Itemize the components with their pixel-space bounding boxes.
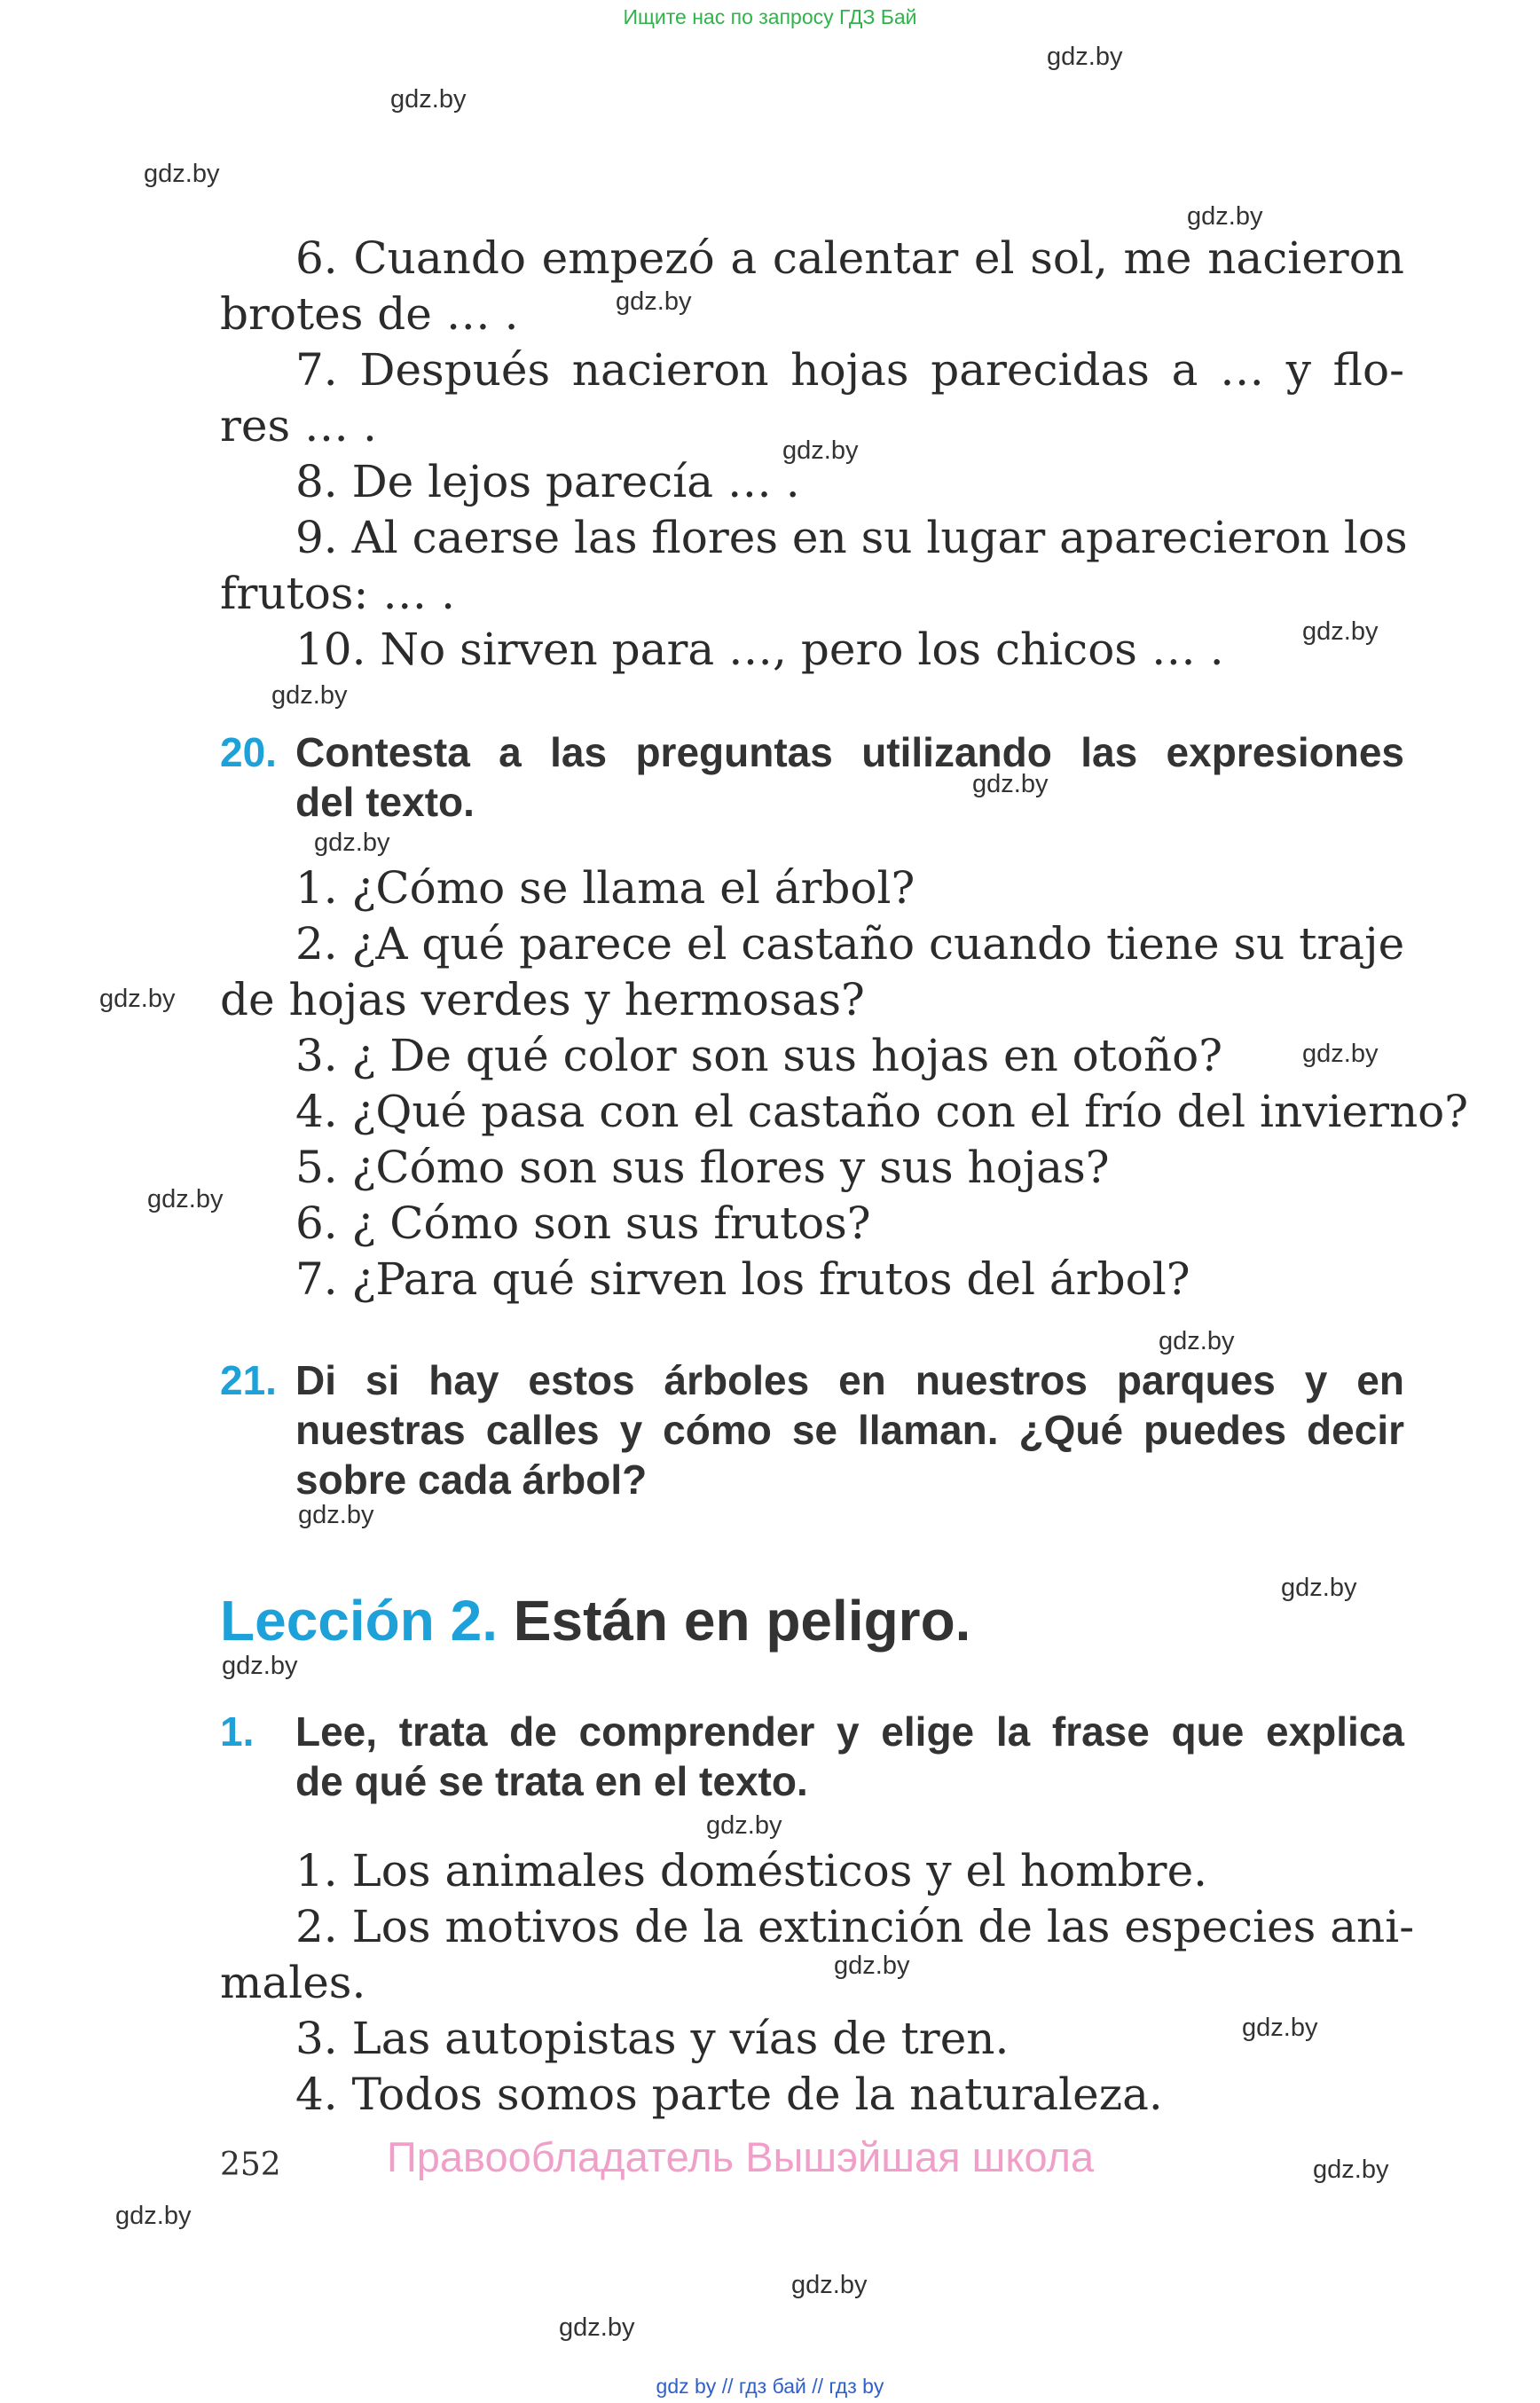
task-21-number: 21. bbox=[220, 1357, 277, 1403]
watermark: gdz.by bbox=[1187, 202, 1263, 231]
option-1: 1. Los animales domésticos y el hombre. bbox=[295, 1845, 1208, 1896]
task-21-line-2: nuestras calles y cómo se llaman. ¿Qué puedes decir bbox=[295, 1407, 1404, 1453]
task-1-line-1: Lee, trata de comprender y elige la frase que explica bbox=[295, 1708, 1404, 1755]
watermark: gdz.by bbox=[1313, 2156, 1389, 2184]
watermark: gdz.by bbox=[706, 1811, 782, 1840]
item-6-line-2: brotes de … . bbox=[220, 288, 519, 340]
watermark: gdz.by bbox=[314, 828, 390, 857]
copyright-notice: Правообладатель Вышэйшая школа bbox=[387, 2133, 1095, 2180]
item-10: 10. No sirven para …, pero los chicos … . bbox=[295, 624, 1224, 675]
watermark: gdz.by bbox=[99, 985, 176, 1013]
item-9-line-1: 9. Al caerse las flores en su lugar aparecieron los bbox=[295, 512, 1408, 563]
watermark: gdz.by bbox=[1159, 1327, 1235, 1355]
task-20-heading-line-1: Contesta a las preguntas utilizando las expresiones bbox=[295, 729, 1404, 775]
task-21-line-1: Di si hay estos árboles en nuestros parques y en bbox=[295, 1357, 1404, 1403]
item-8: 8. De lejos parecía … . bbox=[295, 456, 800, 507]
watermark: gdz.by bbox=[1281, 1574, 1357, 1602]
question-2-line-1: 2. ¿A qué parece el castaño cuando tiene su traje bbox=[295, 918, 1405, 970]
watermark: gdz.by bbox=[972, 770, 1049, 798]
watermark: gdz.by bbox=[834, 1951, 910, 1980]
question-1: 1. ¿Cómo se llama el árbol? bbox=[295, 862, 915, 914]
watermark: gdz.by bbox=[1302, 617, 1379, 646]
item-9-line-2: frutos: … . bbox=[220, 568, 455, 619]
watermark: gdz.by bbox=[1047, 43, 1123, 71]
bottom-links[interactable]: gdz by // гдз бай // гдз by bbox=[656, 2375, 884, 2398]
task-20-heading-line-2: del texto. bbox=[295, 779, 475, 825]
watermark: gdz.by bbox=[1302, 1040, 1379, 1068]
watermark: gdz.by bbox=[559, 2313, 635, 2342]
item-7-line-1: 7. Después nacieron hojas parecidas a … y flo- bbox=[295, 344, 1404, 396]
option-4: 4. Todos somos parte de la naturaleza. bbox=[295, 2069, 1163, 2120]
task-20-number: 20. bbox=[220, 729, 277, 775]
lesson-heading bbox=[220, 1588, 970, 1653]
question-5: 5. ¿Cómo son sus flores y sus hojas? bbox=[295, 1142, 1110, 1193]
watermark: gdz.by bbox=[782, 436, 859, 465]
watermark: gdz.by bbox=[1242, 2014, 1318, 2042]
question-4: 4. ¿Qué pasa con el castaño con el frío del invierno? bbox=[295, 1086, 1469, 1137]
lesson-title: Están en peligro. bbox=[513, 1589, 971, 1653]
option-3: 3. Las autopistas y vías de tren. bbox=[295, 2013, 1010, 2064]
watermark: gdz.by bbox=[222, 1652, 298, 1680]
watermark: gdz.by bbox=[144, 160, 220, 188]
task-21-line-3: sobre cada árbol? bbox=[295, 1457, 648, 1503]
watermark: gdz.by bbox=[147, 1185, 224, 1213]
watermark: gdz.by bbox=[390, 85, 467, 114]
top-banner: Ищите нас по запросу ГДЗ Бай bbox=[623, 5, 917, 28]
option-2-line-1: 2. Los motivos de la extinción de las especies ani- bbox=[295, 1901, 1415, 1952]
task-1-line-2: de qué se trata en el texto. bbox=[295, 1758, 808, 1804]
item-7-line-2: res … . bbox=[220, 400, 377, 452]
watermark: gdz.by bbox=[271, 681, 348, 710]
question-6: 6. ¿ Cómo son sus frutos? bbox=[295, 1198, 871, 1249]
question-7: 7. ¿Para qué sirven los frutos del árbol? bbox=[295, 1253, 1190, 1305]
watermark: gdz.by bbox=[791, 2271, 868, 2299]
page-number: 252 bbox=[220, 2147, 281, 2183]
option-2-line-2: males. bbox=[220, 1957, 366, 2008]
question-3: 3. ¿ De qué color son sus hojas en otoño? bbox=[295, 1030, 1223, 1081]
item-6-line-1: 6. Cuando empezó a calentar el sol, me nacieron bbox=[295, 232, 1404, 284]
watermark: gdz.by bbox=[115, 2202, 192, 2230]
watermark: gdz.by bbox=[298, 1501, 374, 1529]
task-1-number: 1. bbox=[220, 1708, 255, 1755]
watermark: gdz.by bbox=[616, 287, 692, 316]
lesson-number: Lección 2. bbox=[220, 1589, 498, 1653]
question-2-line-2: de hojas verdes y hermosas? bbox=[220, 974, 865, 1025]
